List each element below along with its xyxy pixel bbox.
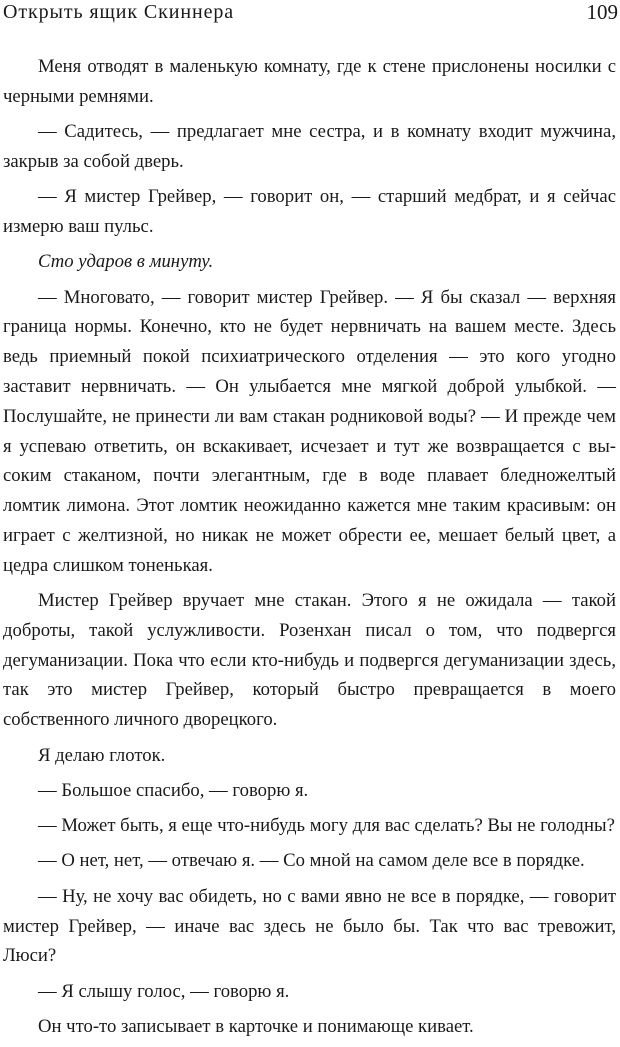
body-text [3,52,616,1047]
paragraph: Меня отводят в маленькую комнату, где к стене прислонены носилки с черными ремнями. [3,56,616,107]
paragraph: Я делаю глоток. [38,744,166,766]
paragraph: — Я слышу голос, — говорю я. [38,980,290,1002]
paragraph: — Ну, не хочу вас обидеть, но с вами явно не все в порядке, — говорит мистер Грейвер, — иначе вас здесь не было бы. Так что вас тревожит, Люси? [3,885,616,967]
paragraph: — Садитесь, — предлагает мне сестра, и в комнату входит мужчина, закрыв за собой дверь. [3,121,616,172]
paragraph: Мистер Грейвер вручает мне стакан. Этого я не ожидала — такой доброты, такой услужливости. Розенхан писал о том, что подвергся дегуманизации. Пока что если кто-нибудь и подвергся дегуманизации здесь, так это мистер Грейвер, который быстро превращается в моего собственного личного дворецкого. [3,590,616,731]
paragraph: — Многовато, — говорит мистер Грейвер. — Я бы сказал — верхняя граница нормы. Конечно, кто не будет нервничать на вашем месте. Здесь ведь приемный покой психиатрического отделения — это кого угодно заставит нервничать. — Он улыбается мне мягкой доброй улыбкой. — Послушайте, не принести ли вам стакан родниковой воды? — И прежде чем я успеваю ответить, он вскакивает, исчезает и тут же возвращается с высоким стаканом, почти элегантным, где в воде плавает бледножелтый ломтик лимона. Этот ломтик неожиданно кажется мне таким красивым: он играет с желтизной, но никак не может обрести ее, мешает белый цвет, а цедра слишком тоненькая. [3,286,616,576]
paragraph: — Большое спасибо, — говорю я. [38,779,309,801]
paragraph: — Я мистер Грейвер, — говорит он, — старший медбрат, и я сейчас измерю ваш пульс. [3,186,616,237]
paragraph: — О нет, нет, — отвечаю я. — Со мной на самом деле все в порядке. [38,850,585,872]
paragraph: — Может быть, я еще что-нибудь могу для вас сделать? Вы не голодны? [38,815,615,837]
running-title: Открыть ящик Скиннера [3,1,235,23]
italic-paragraph: Сто ударов в минуту. [38,251,214,273]
page-number: 109 [586,0,618,24]
paragraph: Он что-то записывает в карточке и понимающе кивает. [38,1015,474,1037]
